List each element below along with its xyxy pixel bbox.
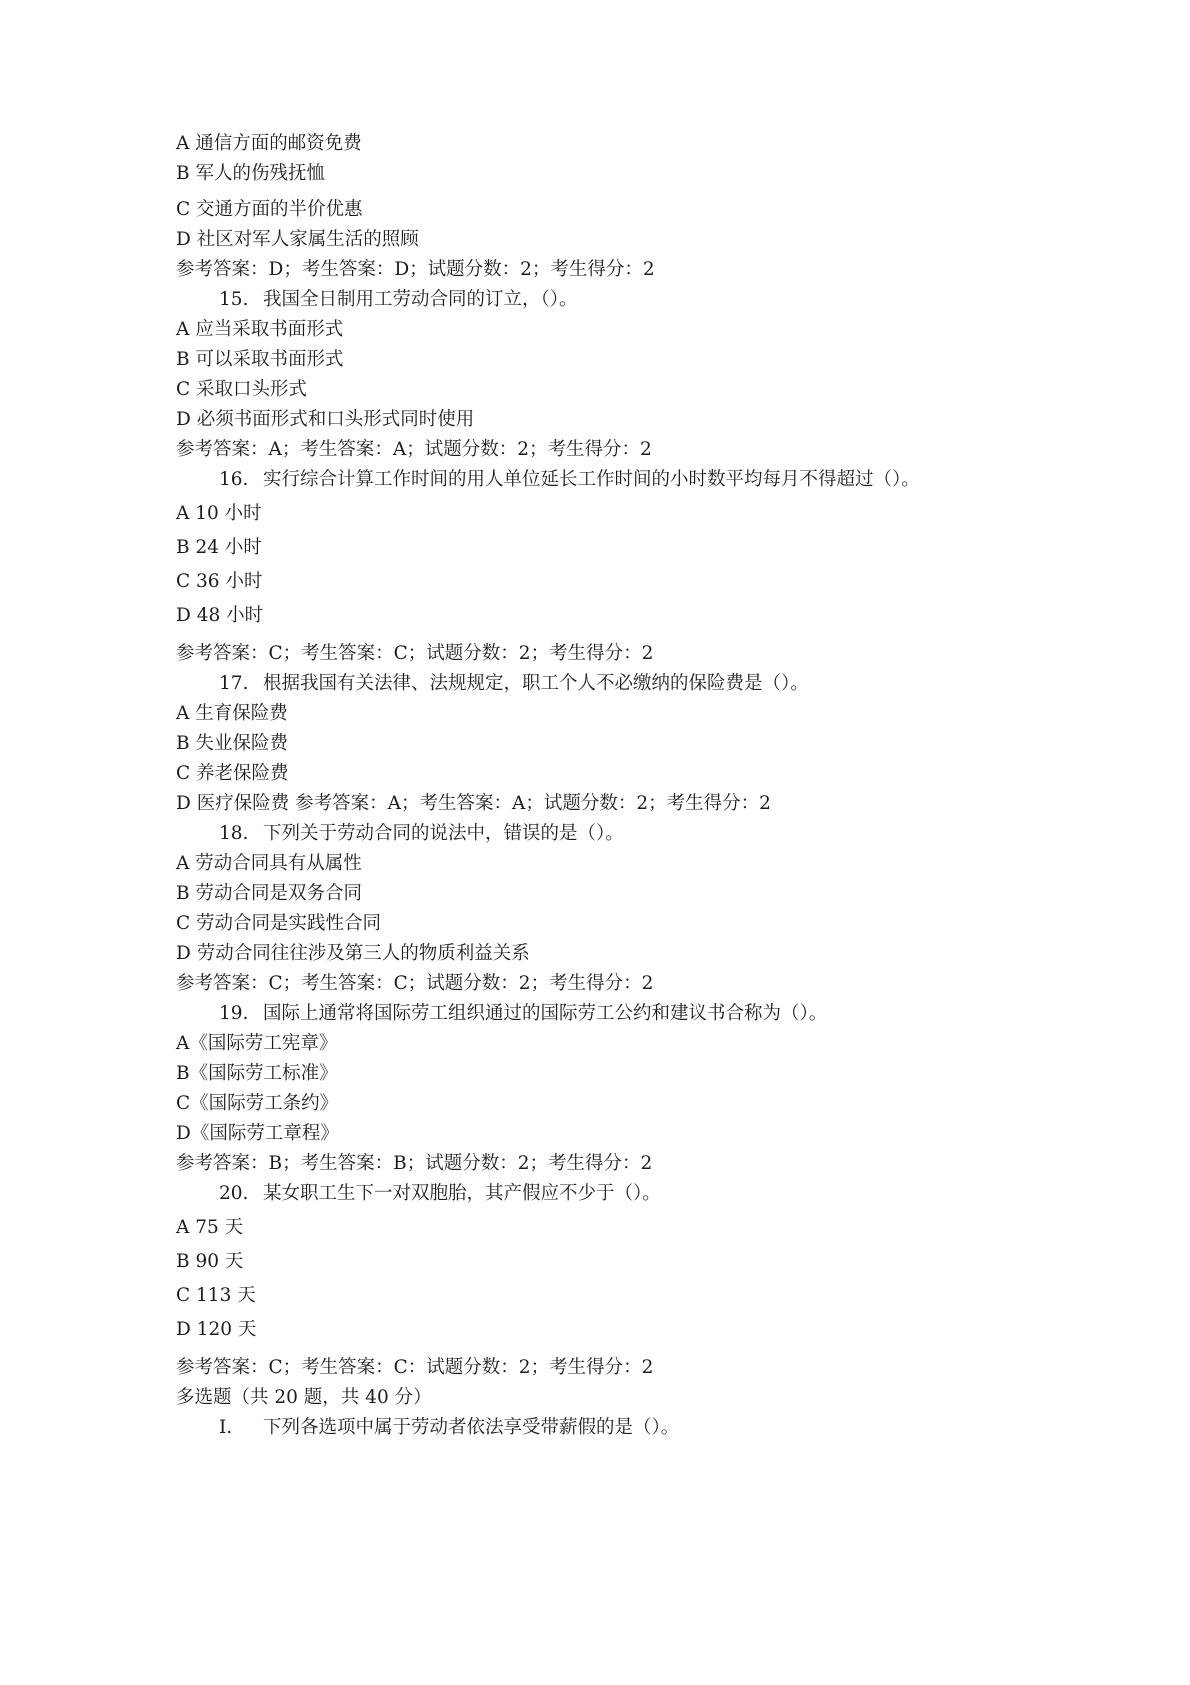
option-line: B 24 小时	[176, 537, 262, 558]
question-line	[219, 822, 624, 846]
option-answer-line: D 医疗保险费 参考答案：A；考生答案：A；试题分数：2；考生得分：2	[176, 793, 771, 814]
question-number: 20.	[219, 1183, 249, 1204]
option-line: A 生育保险费	[176, 703, 288, 724]
option-line: C 养老保险费	[176, 763, 289, 784]
question-line	[219, 468, 920, 492]
option-line: C 采取口头形式	[176, 379, 308, 400]
option-line: D 120 天	[176, 1319, 257, 1340]
option-line: B 劳动合同是双务合同	[176, 883, 362, 904]
option-line: A 通信方面的邮资免费	[176, 133, 362, 154]
question-text: 下列关于劳动合同的说法中，错误的是（）。	[263, 823, 624, 844]
option-line: C《国际劳工条约》	[176, 1093, 339, 1114]
answer-line: 参考答案：A；考生答案：A；试题分数：2；考生得分：2	[176, 439, 652, 460]
question-text: 下列各选项中属于劳动者依法享受带薪假的是（）。	[263, 1417, 680, 1438]
question-number: 17.	[219, 673, 249, 694]
question-line	[219, 288, 578, 312]
option-line: A 应当采取书面形式	[176, 319, 344, 340]
section-heading: 多选题（共 20 题，共 40 分）	[176, 1387, 432, 1408]
option-line: A 75 天	[176, 1217, 244, 1238]
option-line: C 113 天	[176, 1285, 256, 1306]
option-line: B《国际劳工标准》	[176, 1063, 338, 1084]
question-text: 某女职工生下一对双胞胎，其产假应不少于（）。	[263, 1183, 661, 1204]
option-line: B 军人的伤残抚恤	[176, 163, 325, 184]
answer-line: 参考答案：C；考生答案：C；试题分数：2；考生得分：2	[176, 643, 654, 664]
option-line: B 90 天	[176, 1251, 244, 1272]
question-line	[219, 672, 809, 696]
answer-line: 参考答案：C；考生答案：C：试题分数：2；考生得分：2	[176, 1357, 654, 1378]
option-line: D 社区对军人家属生活的照顾	[176, 229, 419, 250]
answer-line: 参考答案：C；考生答案：C；试题分数：2；考生得分：2	[176, 973, 654, 994]
question-line	[219, 1416, 679, 1440]
option-line: A《国际劳工宪章》	[176, 1033, 338, 1054]
answer-line: 参考答案：B；考生答案：B；试题分数：2；考生得分：2	[176, 1153, 653, 1174]
option-line: C 劳动合同是实践性合同	[176, 913, 382, 934]
question-text: 根据我国有关法律、法规规定，职工个人不必缴纳的保险费是（）。	[263, 673, 809, 694]
question-line	[219, 1002, 827, 1026]
question-line	[219, 1182, 661, 1206]
option-line: D《国际劳工章程》	[176, 1123, 339, 1144]
question-number: I.	[219, 1417, 233, 1438]
option-line: A 10 小时	[176, 503, 262, 524]
question-text: 我国全日制用工劳动合同的订立，（）。	[263, 289, 578, 310]
question-number: 16.	[219, 469, 249, 490]
question-number: 19.	[219, 1003, 249, 1024]
answer-line: 参考答案：D；考生答案：D；试题分数：2；考生得分：2	[176, 259, 655, 280]
question-number: 18.	[219, 823, 249, 844]
question-number: 15.	[219, 289, 249, 310]
option-line: C 交通方面的半价优惠	[176, 199, 363, 220]
option-line: B 失业保险费	[176, 733, 288, 754]
option-line: A 劳动合同具有从属性	[176, 853, 362, 874]
question-text: 实行综合计算工作时间的用人单位延长工作时间的小时数平均每月不得超过（）。	[263, 469, 920, 490]
option-line: D 劳动合同往往涉及第三人的物质利益关系	[176, 943, 530, 964]
option-line: D 48 小时	[176, 605, 264, 626]
question-text: 国际上通常将国际劳工组织通过的国际劳工公约和建议书合称为（）。	[263, 1003, 828, 1024]
option-line: C 36 小时	[176, 571, 263, 592]
option-line: D 必须书面形式和口头形式同时使用	[176, 409, 475, 430]
option-line: B 可以采取书面形式	[176, 349, 344, 370]
